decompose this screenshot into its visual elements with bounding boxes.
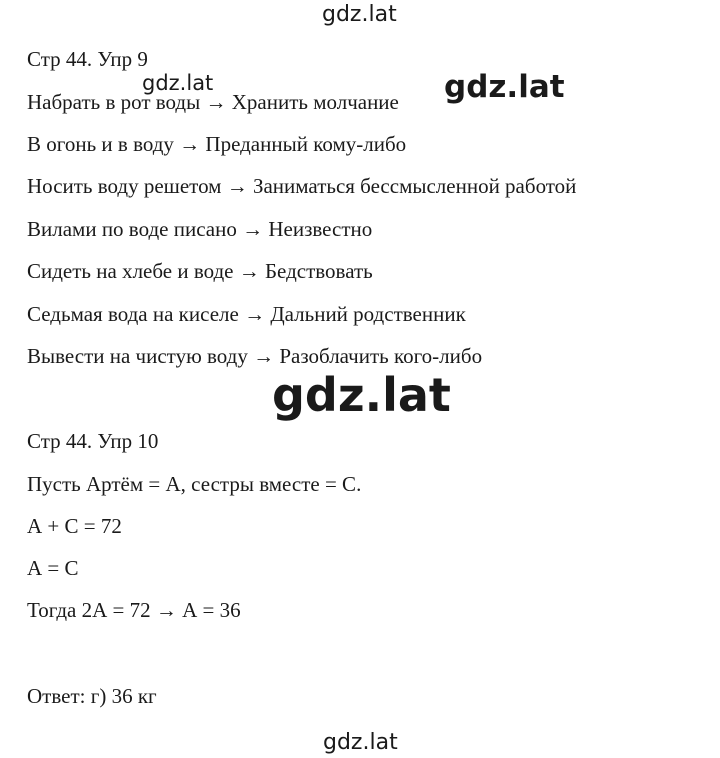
- watermark-bottom: gdz.lat: [323, 730, 398, 755]
- exercise9-heading: Стр 44. Упр 9: [27, 47, 148, 71]
- exercise9-line-1: Набрать в рот воды → Хранить молчание: [27, 90, 399, 114]
- exercise10-line-2: А + С = 72: [27, 514, 122, 538]
- exercise9-line-2: В огонь и в воду → Преданный кому-либо: [27, 132, 407, 156]
- watermark-bold: gdz.lat: [444, 69, 565, 105]
- exercise10-line-4: Тогда 2А = 72 → А = 36: [27, 598, 241, 622]
- exercise10-heading: Стр 44. Упр 10: [27, 429, 159, 453]
- exercise10-line-3: А = С: [27, 556, 79, 580]
- exercise9-line-7: Вывести на чистую воду → Разоблачить кого-либо: [27, 344, 483, 368]
- exercise10-answer: Ответ: г) 36 кг: [27, 684, 157, 708]
- watermark-top: gdz.lat: [322, 2, 397, 27]
- exercise10-line-1: Пусть Артём = А, сестры вместе = С.: [27, 472, 362, 496]
- exercise9-line-3: Носить воду решетом → Заниматься бессмысленной работой: [27, 174, 577, 198]
- exercise9-line-4: Вилами по воде писано → Неизвестно: [27, 217, 373, 241]
- watermark-small: gdz.lat: [142, 71, 214, 95]
- watermark-big: gdz.lat: [272, 368, 451, 422]
- exercise9-line-5: Сидеть на хлебе и воде → Бедствовать: [27, 259, 373, 283]
- exercise9-line-6: Седьмая вода на киселе → Дальний родственник: [27, 302, 466, 326]
